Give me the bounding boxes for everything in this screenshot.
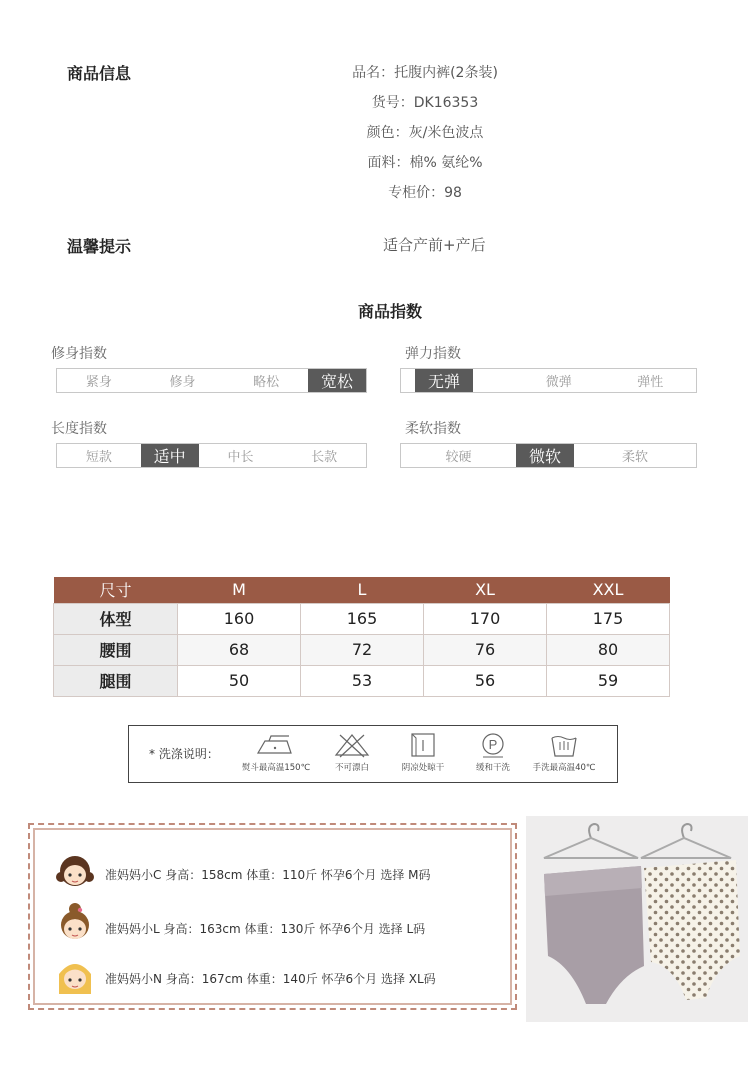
wash-caption: 手洗最高温40℃ <box>532 763 596 773</box>
size-header-cell: XXL <box>547 577 670 603</box>
length-option-selected: 适中 <box>141 444 199 467</box>
svg-text:P: P <box>488 737 498 752</box>
info-sku: 货号：DK16353 <box>371 95 479 111</box>
model-reference-box <box>28 823 517 1010</box>
tips-value: 适合产前+产后 <box>383 236 486 254</box>
index-section-title: 商品指数 <box>357 302 422 321</box>
model-row-c: 准妈妈小C 身高：158cm 体重：110斤 怀孕6个月 选择 M码 <box>105 868 431 882</box>
softness-index-label: 柔软指数 <box>405 421 461 437</box>
wash-instructions-box <box>128 725 618 783</box>
row-header-cell: 体型 <box>54 603 178 634</box>
product-info-heading: 商品信息 <box>67 64 132 83</box>
length-option: 短款 <box>85 450 112 465</box>
size-table-header-row <box>54 577 670 603</box>
product-photo <box>526 816 748 1022</box>
size-table <box>53 577 670 697</box>
wash-caption: 熨斗最高温150℃ <box>241 763 311 773</box>
wash-caption: 不可漂白 <box>334 763 369 773</box>
wash-caption: 阴凉处晾干 <box>401 763 445 773</box>
info-name: 品名：托腹内裤(2条装) <box>352 65 498 81</box>
table-cell: 50 <box>178 665 301 696</box>
table-cell: 165 <box>301 603 424 634</box>
iron-icon <box>253 732 299 758</box>
fit-index-bar <box>56 368 367 393</box>
info-fabric: 面料：棉% 氨纶% <box>367 155 483 171</box>
gentle-wash-icon <box>473 732 513 758</box>
table-cell: 76 <box>424 634 547 665</box>
table-cell: 72 <box>301 634 424 665</box>
stretch-option-selected: 无弹 <box>415 369 473 392</box>
table-cell: 175 <box>547 603 670 634</box>
row-header-cell: 腿围 <box>54 665 178 696</box>
length-index-bar <box>56 443 367 468</box>
stretch-option: 微弹 <box>545 375 572 390</box>
size-header-cell: 尺寸 <box>54 577 178 603</box>
hand-wash-icon <box>544 732 584 758</box>
length-index-label: 长度指数 <box>51 421 107 437</box>
length-option: 中长 <box>227 450 254 465</box>
girl-blonde-avatar <box>55 954 95 996</box>
stretch-option: 弹性 <box>637 375 664 390</box>
softness-index-bar <box>400 443 697 468</box>
table-cell: 68 <box>178 634 301 665</box>
wash-title: * 洗涤说明： <box>149 747 219 761</box>
model-row-n: 准妈妈小N 身高：167cm 体重：140斤 怀孕6个月 选择 XL码 <box>105 972 436 986</box>
girl-bun-avatar <box>55 902 95 944</box>
table-row <box>54 603 670 634</box>
softness-option: 柔软 <box>621 450 648 465</box>
wash-item-hand-wash <box>524 732 604 773</box>
info-color: 颜色：灰/米色波点 <box>366 125 484 141</box>
fit-option-selected: 宽松 <box>308 369 366 392</box>
table-cell: 56 <box>424 665 547 696</box>
no-bleach-icon <box>332 732 372 758</box>
table-cell: 80 <box>547 634 670 665</box>
table-row <box>54 665 670 696</box>
wash-item-shade-dry <box>383 732 463 773</box>
wash-item-no-bleach <box>312 732 392 773</box>
model-row-l: 准妈妈小L 身高：163cm 体重：130斤 怀孕6个月 选择 L码 <box>105 922 426 936</box>
table-cell: 160 <box>178 603 301 634</box>
softness-option-selected: 微软 <box>516 444 574 467</box>
hanging-underwear-image <box>526 816 748 1022</box>
tips-heading: 温馨提示 <box>67 237 132 256</box>
shade-dry-icon <box>403 732 443 758</box>
row-header-cell: 腰围 <box>54 634 178 665</box>
fit-option: 修身 <box>169 375 196 390</box>
girl-dark-hair-avatar <box>55 850 95 892</box>
fit-option: 略松 <box>253 375 280 390</box>
table-row <box>54 634 670 665</box>
wash-item-gentle-wash <box>453 732 533 773</box>
stretch-index-bar <box>400 368 697 393</box>
table-cell: 53 <box>301 665 424 696</box>
wash-caption: 缓和干洗 <box>475 763 510 773</box>
length-option: 长款 <box>311 450 338 465</box>
fit-index-label: 修身指数 <box>51 346 107 362</box>
fit-option: 紧身 <box>85 375 112 390</box>
size-header-cell: M <box>178 577 301 603</box>
size-header-cell: L <box>301 577 424 603</box>
softness-option: 较硬 <box>445 450 472 465</box>
stretch-index-label: 弹力指数 <box>405 346 461 362</box>
info-price: 专柜价：98 <box>388 185 462 201</box>
table-cell: 59 <box>547 665 670 696</box>
size-header-cell: XL <box>424 577 547 603</box>
wash-item-iron <box>236 732 316 773</box>
table-cell: 170 <box>424 603 547 634</box>
